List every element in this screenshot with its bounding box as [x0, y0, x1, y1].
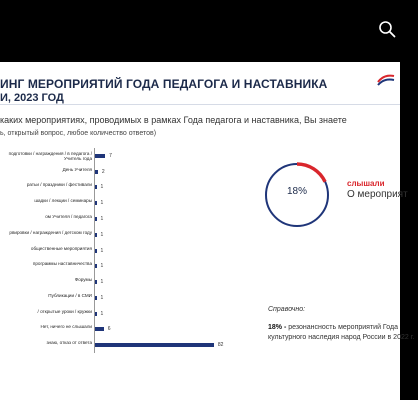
bar	[95, 296, 97, 300]
bar-value-label: 1	[100, 184, 104, 191]
bar	[95, 280, 97, 284]
bar	[95, 154, 105, 158]
donut-arc	[297, 164, 325, 182]
category-label: общественные мероприятия	[30, 245, 92, 251]
bar	[95, 170, 98, 174]
slide-title: ИНГ МЕРОПРИЯТИЙ ГОДА ПЕДАГОГА И НАСТАВНИКА	[0, 77, 328, 91]
category-label: знаю, отказ от ответа	[46, 340, 92, 346]
category-label: День Учителя	[62, 166, 92, 172]
category-label: Нет, ничего не слышали	[40, 324, 92, 330]
about-label: О мероприят	[347, 189, 408, 200]
bar-value-label: 1	[100, 279, 104, 286]
bar-chart	[0, 148, 240, 353]
bar-value-label: 1	[100, 310, 104, 317]
category-label: шадки / лекции / семинары	[34, 198, 92, 204]
bar-value-label: 82	[217, 342, 224, 349]
category-label: Форумы	[74, 277, 92, 283]
survey-question: каких мероприятиях, проводимых в рамках Года педагога и наставника, Вы знаете	[0, 115, 347, 125]
reference-text	[268, 323, 418, 343]
reference-bold: 18% -	[268, 324, 287, 331]
bar-value-label: 1	[100, 231, 104, 238]
category-label: / открытые уроки / кружки	[37, 308, 92, 314]
category-label: ратьи / праздники / фестивали	[26, 182, 92, 188]
logo-icon	[376, 72, 396, 88]
reference-body: резонансность мероприятий Года культурного наследия народ России в 2022 г.	[268, 324, 415, 341]
bar	[95, 264, 97, 268]
bar-value-label: 1	[100, 263, 104, 270]
bar-value-label: 1	[100, 215, 104, 222]
bar-value-label: 1	[100, 294, 104, 301]
category-label: ом Учителя / педагога	[45, 213, 92, 219]
bar-value-label: 7	[109, 152, 112, 159]
bar-value-label: 6	[107, 326, 111, 333]
bar	[95, 217, 97, 221]
survey-note: ь, открытый вопрос, любое количество ответов)	[0, 130, 157, 137]
bar	[95, 249, 97, 253]
presentation-slide	[0, 62, 415, 400]
category-label: рвировки / награждения / детском году	[9, 229, 92, 235]
bar	[95, 343, 214, 347]
bar	[95, 312, 97, 316]
reference-title: Справочно:	[268, 306, 306, 313]
search-icon[interactable]	[378, 20, 396, 38]
donut-percent: 18%	[286, 186, 307, 197]
category-label: подготовки / награждения / в педагога / Учитель года	[8, 150, 92, 161]
title-divider	[0, 104, 400, 105]
bar	[95, 233, 97, 237]
bar	[95, 201, 97, 205]
bar-value-label: 1	[100, 247, 104, 254]
bar	[95, 185, 97, 189]
category-label: Публикации / в СМИ	[48, 292, 92, 298]
slide-subtitle: И, 2023 ГОД	[0, 92, 64, 104]
bar-value-label: 1	[100, 200, 104, 207]
bar	[95, 327, 104, 331]
heard-label: слышали	[347, 179, 385, 188]
bar-value-label: 2	[101, 168, 105, 175]
category-label: программы наставничества	[32, 261, 92, 267]
